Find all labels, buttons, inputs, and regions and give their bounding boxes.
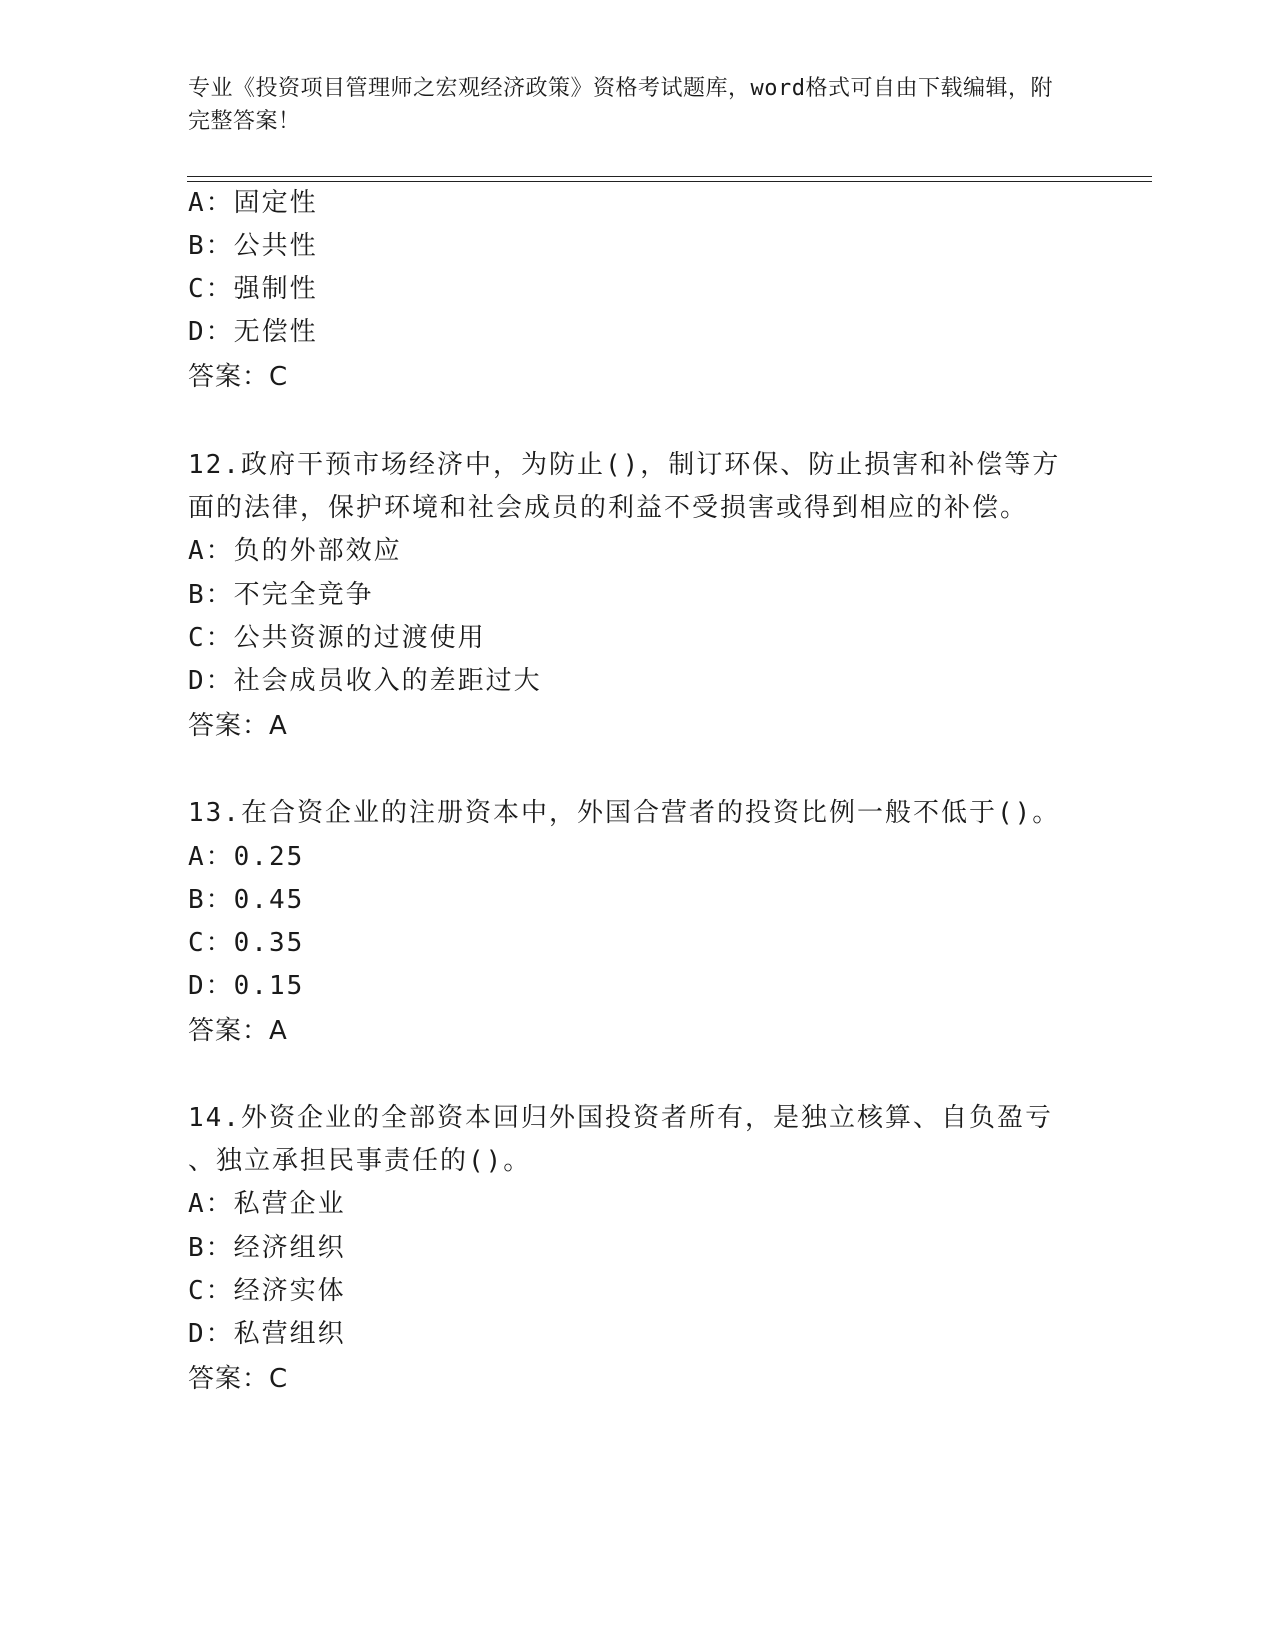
q12-option-a: A：负的外部效应 bbox=[188, 536, 402, 566]
document-header: 专业《投资项目管理师之宏观经济政策》资格考试题库，word格式可自由下载编辑，附完整答案！ bbox=[188, 76, 1053, 134]
q14-stem-line-1: 14.外资企业的全部资本回归外国投资者所有，是独立核算、自负盈亏 bbox=[188, 1103, 1053, 1133]
q11-option-a: A：固定性 bbox=[188, 188, 318, 218]
q12-option-c: C：公共资源的过渡使用 bbox=[188, 623, 486, 653]
q13-option-d: D：0.15 bbox=[188, 971, 305, 1001]
q12-answer: 答案：A bbox=[188, 711, 288, 741]
q14-option-b: B：经济组织 bbox=[188, 1233, 346, 1263]
q13-answer: 答案：A bbox=[188, 1016, 288, 1046]
q12-option-d: D：社会成员收入的差距过大 bbox=[188, 666, 542, 696]
q14-stem-line-2: 、独立承担民事责任的()。 bbox=[188, 1146, 532, 1176]
q14-option-a: A：私营企业 bbox=[188, 1189, 346, 1219]
q11-option-d: D：无偿性 bbox=[188, 317, 318, 347]
q12-stem-line-1: 12.政府干预市场经济中，为防止()，制订环保、防止损害和补偿等方 bbox=[188, 450, 1061, 480]
header-divider-top bbox=[187, 176, 1152, 177]
q13-option-c: C：0.35 bbox=[188, 928, 305, 958]
header-divider-bottom bbox=[187, 181, 1152, 182]
q13-option-b: B：0.45 bbox=[188, 885, 305, 915]
q14-answer: 答案：C bbox=[188, 1364, 289, 1394]
q11-option-c: C：强制性 bbox=[188, 274, 318, 304]
q14-option-d: D：私营组织 bbox=[188, 1319, 346, 1349]
q12-option-b: B：不完全竞争 bbox=[188, 580, 374, 610]
q12-stem-line-2: 面的法律，保护环境和社会成员的利益不受损害或得到相应的补偿。 bbox=[188, 493, 1029, 523]
q11-answer: 答案：C bbox=[188, 362, 289, 392]
q11-option-b: B：公共性 bbox=[188, 231, 318, 261]
q13-stem-line-1: 13.在合资企业的注册资本中，外国合营者的投资比例一般不低于()。 bbox=[188, 798, 1061, 828]
q14-option-c: C：经济实体 bbox=[188, 1276, 346, 1306]
q13-option-a: A：0.25 bbox=[188, 842, 305, 872]
